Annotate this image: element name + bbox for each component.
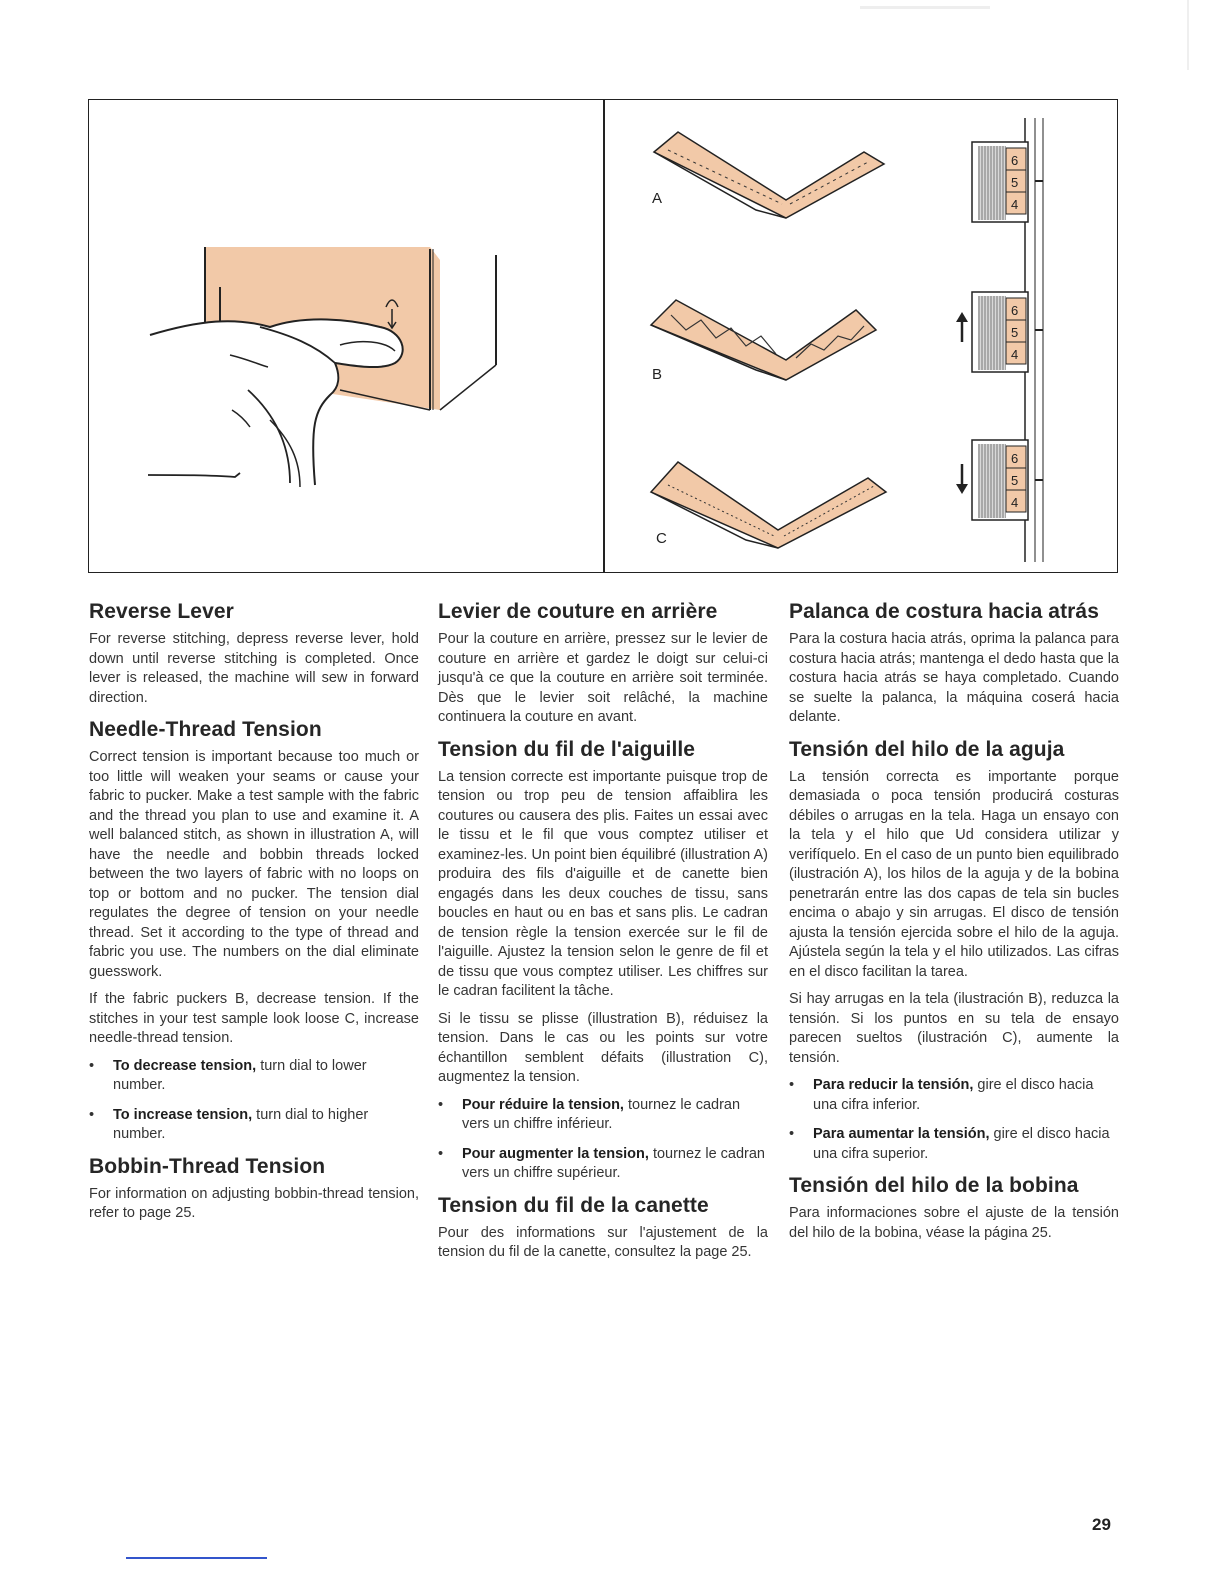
reverse-lever-body: Para la costura hacia atrás, oprima la palanca para costura hacia atrás; mantenga el dedo hasta que la costura hacia atrás se haya completado. Cuando se suelte la palanca, la máquina coserá hacia delante. xyxy=(789,631,1119,725)
scan-edge xyxy=(1187,0,1189,70)
tension-illustration xyxy=(606,100,1116,570)
dial-number-6: 6 xyxy=(1011,153,1019,168)
bobbin-tension-body: Para informaciones sobre el ajuste de la tensión del hilo de la bobina, véase la página 25. xyxy=(789,1205,1119,1241)
sample-a-label: A xyxy=(652,190,663,207)
bullet-decrease: • Pour réduire la tension, tournez le cadran vers un chiffre inférieur. xyxy=(438,1096,768,1135)
dial-number-5: 5 xyxy=(1011,473,1019,488)
tension-dial-c xyxy=(956,440,1043,520)
dial-number-5: 5 xyxy=(1011,175,1019,190)
bobbin-tension-body: Pour des informations sur l'ajustement de la tension du fil de la canette, consultez la page 25. xyxy=(438,1224,768,1260)
needle-tension-body-2: If the fabric puckers B, decrease tension. If the stitches in your test sample look loose C, increase needle-thread tension. xyxy=(89,991,419,1046)
spanish-column xyxy=(789,600,1119,1253)
needle-tension-body: La tension correcte est importante puisque trop de tension ou trop peu de tension affaiblira les coutures ou causera des plis. Faites un essai avec le tissu et le fil que vous comptez utiliser et examinez-les. Un point bien équilibré (illustration A) produira des fils d'aiguille et de canette bien engagés dans les deux couches de tissu, sans boucles en haut ou en bas et sans plis. Le cadran de tension règle la tension exercée sur le fil de l'aiguille. Ajustez la tension selon le genre de fil et de tissu que vous comptez utiliser. Les chiffres sur le cadran facilitent la tâche. xyxy=(438,768,768,999)
bobbin-tension-title: Tensión del hilo de la bobina xyxy=(789,1174,1079,1197)
sample-b-label: B xyxy=(652,366,663,383)
bobbin-tension-title: Bobbin-Thread Tension xyxy=(89,1154,326,1178)
arrow-down-icon xyxy=(956,464,968,494)
dial-number-5: 5 xyxy=(1011,325,1019,340)
tension-dial-b xyxy=(956,292,1043,372)
needle-tension-title: Needle-Thread Tension xyxy=(89,718,322,741)
reverse-lever-body: Pour la couture en arrière, pressez sur le levier de couture en arrière et gardez le doigt sur celui-ci jusqu'à ce que la couture en arrière soit terminée. Dès que le levier soit relâché, la machine continuera la couture en avant. xyxy=(438,631,768,725)
english-column xyxy=(89,600,419,1234)
tension-dial-a xyxy=(972,142,1043,222)
fabric-sample-a xyxy=(652,132,884,218)
bullet-decrease: • To decrease tension, turn dial to lower number. xyxy=(89,1057,419,1096)
hand-icon xyxy=(150,319,403,485)
tension-bullets xyxy=(438,1096,768,1184)
needle-tension-body-2: Si le tissu se plisse (illustration B), réduisez la tension. Dans le cas ou les points sur votre échantillon semblent défaits (illustration C), augmentez la tension. xyxy=(438,1010,768,1085)
tension-bullets xyxy=(89,1057,419,1145)
dial-number-6: 6 xyxy=(1011,303,1019,318)
reverse-lever-title: Levier de couture en arrière xyxy=(438,600,718,623)
needle-tension-body: La tensión correcta es importante porque demasiada o poca tensión producirá costuras débiles o arrugas en la tela. Haga un ensayo con la tela y el hilo que Ud considera utilizar y verifíquelo. En el caso de un punto bien equilibrado (ilustración A), los hilos de la aguja y de la bobina penetrarán entre las dos capas de tela sin bucles encima o abajo y sin arrugas. El disco de tensión ajusta la tensión ejercida sobre el hilo de la aguja. Ajústela según la tela y el hilo utilizados. Las cifras en el disco facilitan la tarea. xyxy=(789,768,1119,980)
reverse-lever-title: Palanca de costura hacia atrás xyxy=(789,600,1099,623)
fabric-sample-b xyxy=(651,300,876,383)
illustration-divider xyxy=(603,99,605,573)
french-column xyxy=(438,600,768,1273)
needle-tension-title: Tension du fil de l'aiguille xyxy=(438,737,696,761)
dial-number-4: 4 xyxy=(1011,197,1019,212)
needle-tension-title: Tensión del hilo de la aguja xyxy=(789,737,1065,761)
bobbin-tension-title: Tension du fil de la canette xyxy=(438,1193,709,1217)
footer-line xyxy=(126,1557,267,1559)
bullet-increase: • To increase tension, turn dial to higher number. xyxy=(89,1106,419,1145)
bullet-increase: • Para aumentar la tensión, gire el disco hacia una cifra superior. xyxy=(789,1125,1119,1164)
reverse-lever-illustration xyxy=(140,235,540,495)
tension-bullets xyxy=(789,1076,1119,1164)
bobbin-tension-body: For information on adjusting bobbin-thread tension, refer to page 25. xyxy=(89,1185,419,1221)
sample-c-label: C xyxy=(656,530,667,547)
fabric-sample-c xyxy=(651,462,886,548)
dial-number-4: 4 xyxy=(1011,495,1019,510)
needle-tension-body: Correct tension is important because too much or too little will weaken your seams or cause your fabric to pucker. Make a test sample with the fabric and the thread you plan to use and examine it. A well balanced stitch, as shown in illustration A, will have the needle and bobbin threads locked between the two layers of fabric with no loops on top or bottom and no pucker. The tension dial regulates the degree of tension on your needle thread. Set it according to the type of thread and fabric you use. The numbers on the dial eliminate guesswork. xyxy=(89,749,419,980)
dial-number-4: 4 xyxy=(1011,347,1019,362)
scan-artifact xyxy=(860,6,990,9)
reverse-lever-title: Reverse Lever xyxy=(89,600,234,623)
page-number: 29 xyxy=(1092,1515,1111,1534)
arrow-up-icon xyxy=(956,312,968,342)
bullet-decrease: • Para reducir la tensión, gire el disco hacia una cifra inferior. xyxy=(789,1076,1119,1115)
reverse-lever-body: For reverse stitching, depress reverse lever, hold down until reverse stitching is completed. Once lever is released, the machine will sew in forward direction. xyxy=(89,631,419,706)
dial-number-6: 6 xyxy=(1011,451,1019,466)
needle-tension-body-2: Si hay arrugas en la tela (ilustración B), reduzca la tensión. Si los puntos en su tela de ensayo parecen sueltos (ilustración C), aumente la tensión. xyxy=(789,991,1119,1066)
bullet-increase: • Pour augmenter la tension, tournez le cadran vers un chiffre supérieur. xyxy=(438,1145,768,1184)
